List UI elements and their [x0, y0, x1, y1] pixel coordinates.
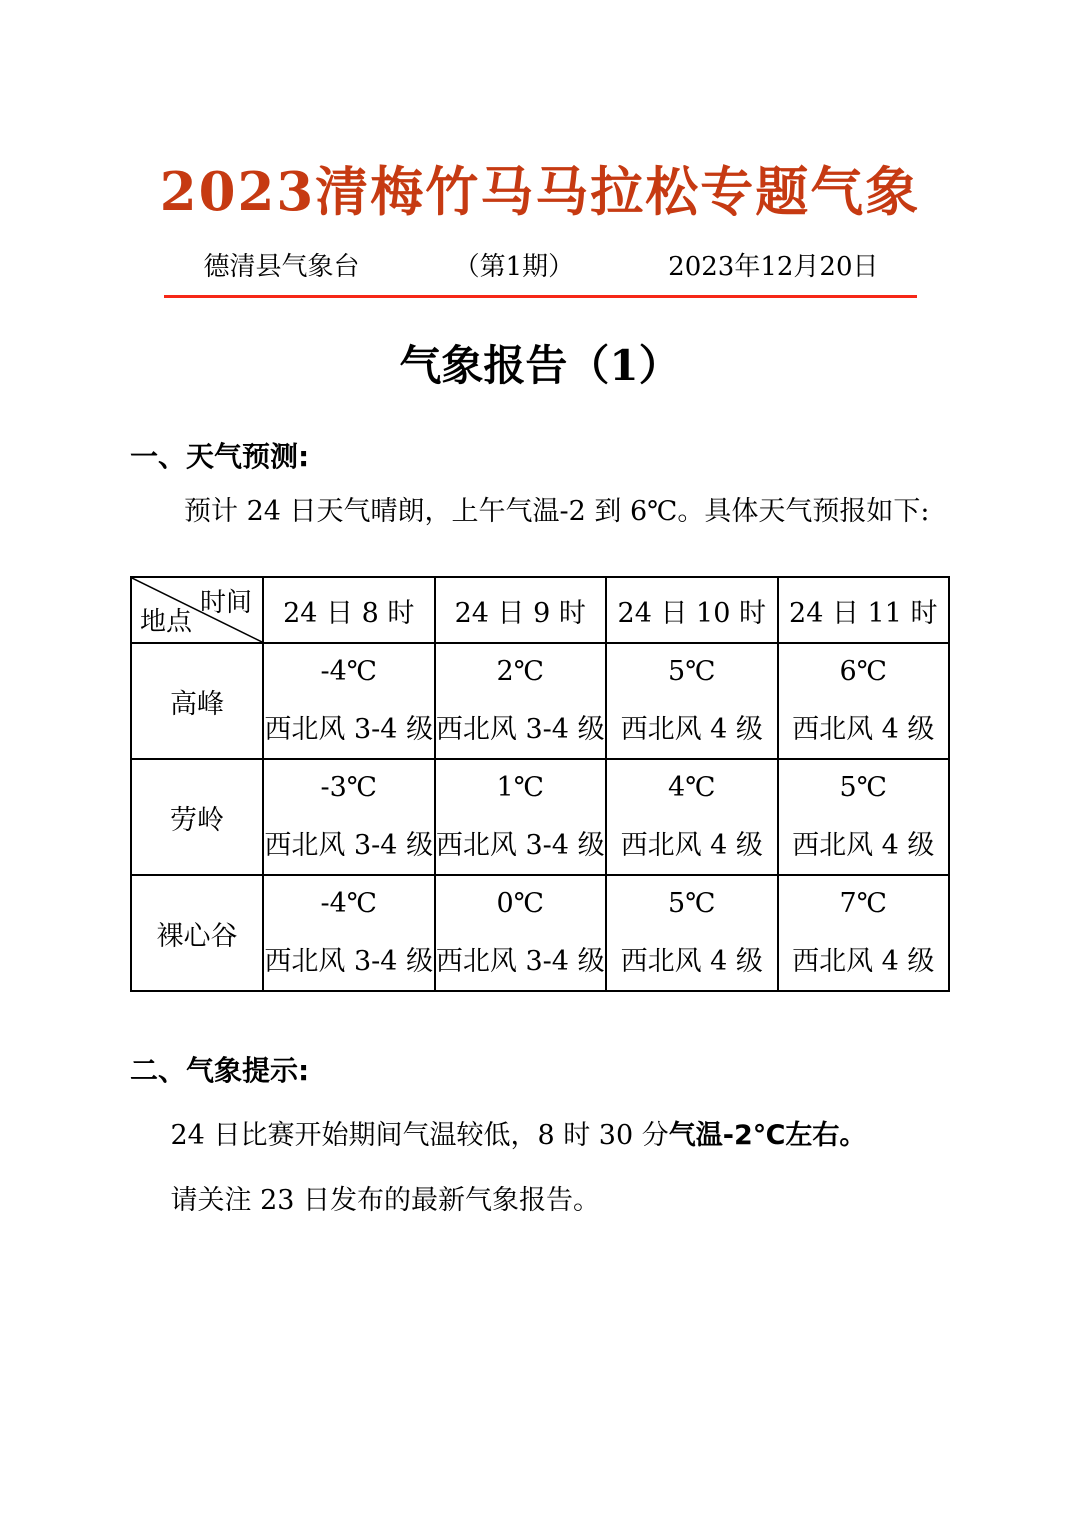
wind-value: 西北风 3-4 级: [435, 946, 605, 978]
section-heading-tips: 二、气象提示:: [130, 1054, 310, 1088]
forecast-intro-paragraph: 预计 24 日天气晴朗，上午气温-2 到 6℃。具体天气预报如下:: [184, 495, 930, 527]
wind-value: 西北风 3-4 级: [435, 714, 605, 746]
document-body: [130, 440, 950, 1218]
corner-place-label: 地点: [140, 607, 193, 638]
table-row: [131, 643, 949, 759]
tips-line-1-bold: 气温-2℃左右。: [668, 1119, 867, 1151]
temperature-value: 1℃: [496, 772, 544, 804]
temperature-value: 5℃: [839, 772, 887, 804]
forecast-cell: [263, 875, 435, 991]
location-cell: 高峰: [131, 643, 263, 759]
temperature-value: -3℃: [320, 772, 377, 804]
report-title: 气象报告（1）: [399, 340, 681, 390]
forecast-cell: [606, 875, 778, 991]
tips-line-1-regular: 24 日比赛开始期间气温较低，8 时 30 分: [170, 1119, 669, 1151]
wind-value: 西北风 4 级: [620, 830, 763, 862]
issue-date: 2023年12月20日: [668, 251, 879, 282]
time-header-cell: 24 日 10 时: [606, 577, 778, 643]
wind-value: 西北风 3-4 级: [435, 830, 605, 862]
location-cell: 裸心谷: [131, 875, 263, 991]
red-divider-rule: [164, 295, 917, 298]
forecast-cell: [606, 643, 778, 759]
issue-number: （第1期）: [453, 251, 575, 282]
temperature-value: 5℃: [668, 888, 716, 920]
table-row: [131, 759, 949, 875]
temperature-value: 5℃: [668, 656, 716, 688]
forecast-cell: [778, 759, 950, 875]
wind-value: 西北风 3-4 级: [264, 830, 434, 862]
table-row: [131, 875, 949, 991]
forecast-cell: [435, 759, 607, 875]
section-heading-forecast: 一、天气预测:: [130, 440, 310, 474]
temperature-value: 4℃: [668, 772, 716, 804]
corner-time-label: 时间: [199, 588, 252, 619]
masthead-row: [164, 251, 917, 285]
time-header-cell: 24 日 9 时: [435, 577, 607, 643]
temperature-value: -4℃: [320, 656, 377, 688]
time-header-cell: 24 日 8 时: [263, 577, 435, 643]
temperature-value: 0℃: [496, 888, 544, 920]
location-cell: 劳岭: [131, 759, 263, 875]
tips-line-1: [130, 1118, 950, 1153]
forecast-table: [130, 576, 950, 992]
temperature-value: 6℃: [839, 656, 887, 688]
temperature-value: -4℃: [320, 888, 377, 920]
temperature-value: 2℃: [496, 656, 544, 688]
forecast-cell: [778, 643, 950, 759]
table-header-row: [131, 577, 949, 643]
wind-value: 西北风 4 级: [620, 714, 763, 746]
forecast-cell: [263, 643, 435, 759]
wind-value: 西北风 4 级: [792, 830, 935, 862]
wind-value: 西北风 3-4 级: [264, 946, 434, 978]
wind-value: 西北风 4 级: [792, 946, 935, 978]
wind-value: 西北风 4 级: [620, 946, 763, 978]
forecast-cell: [435, 643, 607, 759]
time-header-cell: 24 日 11 时: [778, 577, 950, 643]
forecast-cell: [778, 875, 950, 991]
wind-value: 西北风 4 级: [792, 714, 935, 746]
forecast-cell: [606, 759, 778, 875]
document-title: 2023清梅竹马马拉松专题气象: [159, 161, 921, 223]
forecast-cell: [435, 875, 607, 991]
wind-value: 西北风 3-4 级: [264, 714, 434, 746]
temperature-value: 7℃: [839, 888, 887, 920]
tips-line-2: 请关注 23 日发布的最新气象报告。: [170, 1184, 601, 1216]
corner-cell: [131, 577, 263, 643]
forecast-cell: [263, 759, 435, 875]
issuer-name: 德清县气象台: [203, 251, 360, 282]
masthead: [164, 251, 917, 285]
